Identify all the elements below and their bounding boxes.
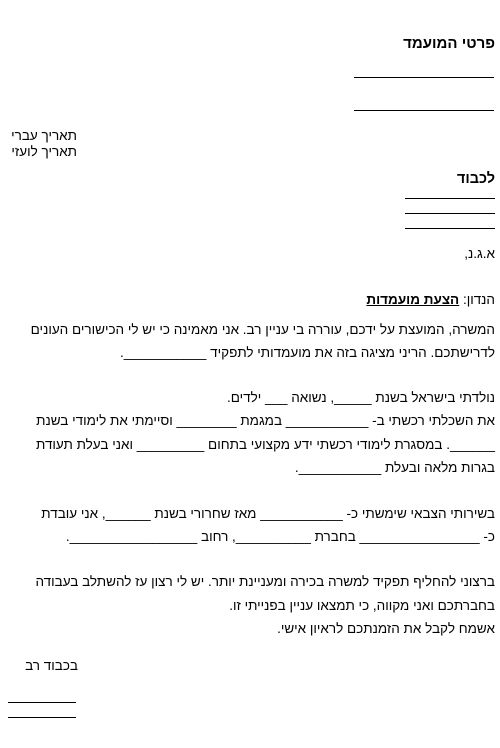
intro-line-2: לדרישתכם. הריני מציגה בזה את מועמדותי לתפקיד ___________.: [120, 345, 495, 360]
recipient-line-1[interactable]: [405, 198, 495, 199]
gregorian-date-label: תאריך לועזי: [11, 144, 77, 159]
applicant-address-line[interactable]: [354, 110, 494, 111]
signer-name-line[interactable]: [8, 717, 76, 718]
service-line-2: כ- ________________ בחברת __________, רחוב _________________.: [65, 529, 495, 544]
subject-line: [366, 291, 495, 309]
signoff-text: בכבוד רב: [25, 658, 78, 673]
education-line-3: ______. במסגרת לימודי רכשתי ידע מקצועי בתחום _________ ואני בעלת תעודת: [36, 437, 495, 452]
recipient-line-2[interactable]: [405, 213, 495, 214]
closing-line-3: אשמח לקבל את הזמנתכם לראיון אישי.: [277, 621, 495, 636]
service-line-1: בשירותי הצבאי שימשתי כ- ___________ מאז שחרורי בשנת ______, אני עובדת: [41, 506, 495, 521]
applicant-name-line[interactable]: [354, 77, 494, 78]
salutation: א.ג.נ,: [464, 246, 495, 261]
applicant-details-heading: פרטי המועמד: [403, 35, 495, 52]
recipient-to-label: לכבוד: [456, 171, 495, 187]
subject-label: הנדון:: [462, 292, 495, 307]
intro-line-1: המשרה, המועצת על ידכם, עוררה בי עניין רב. אני מאמינה כי יש לי הכישורים העונים: [30, 322, 495, 337]
education-line-2: את השכלתי רכשתי ב- ___________ במגמת ________ וסיימתי את לימודי בשנת: [36, 413, 495, 428]
signature-line[interactable]: [8, 702, 76, 703]
hebrew-date-label: תאריך עברי: [11, 128, 77, 143]
closing-line-1: ברצוני להחליף תפקיד למשרה בכירה ומעניינת יותר. יש לי רצון עז להשתלב בעבודה: [35, 574, 495, 589]
education-line-1: נולדתי בישראל בשנת _____, נשואה ___ ילדים.: [226, 390, 495, 405]
recipient-line-3[interactable]: [405, 228, 495, 229]
closing-line-2: בחברתכם ואני מקווה, כי תמצאו עניין בפנייתי זו.: [229, 598, 495, 613]
education-line-4: בגרות מלאה ובעלת ___________.: [294, 460, 495, 475]
subject-title: הצעת מועמדות: [366, 292, 460, 307]
